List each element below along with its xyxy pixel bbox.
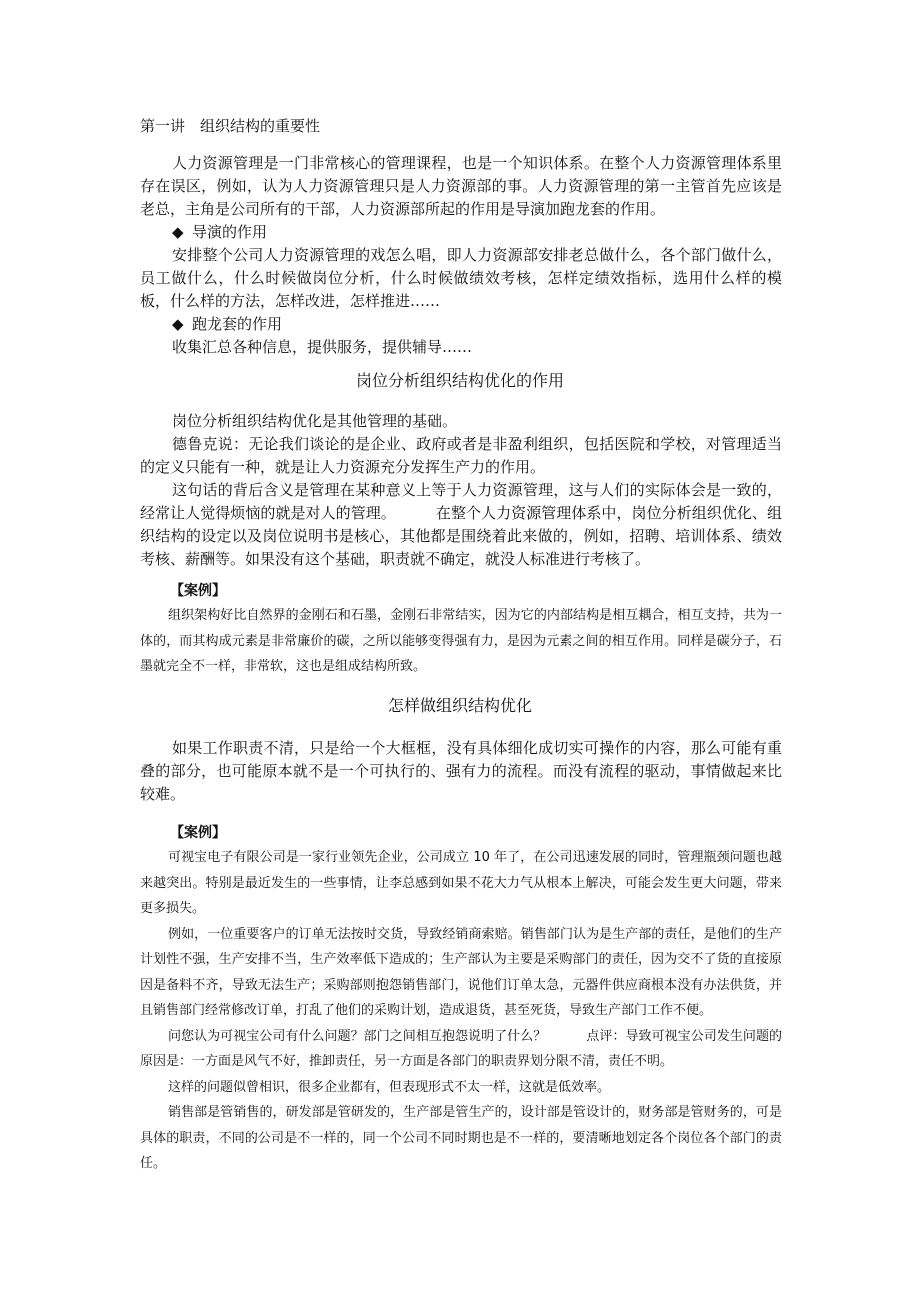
- diamond-bullet-icon: ◆: [172, 223, 184, 241]
- section-paragraph: 德鲁克说：无论我们谈论的是企业、政府或者是非盈利组织，包括医院和学校，对管理适当的定义只能有一种，就是让人力资源充分发挥生产力的作用。: [140, 435, 782, 476]
- case-paragraph: [140, 1024, 782, 1075]
- intro-section: [140, 152, 782, 359]
- section-paragraph: 岗位分析组织结构优化是其他管理的基础。: [172, 412, 458, 430]
- diamond-bullet-icon: ◆: [172, 315, 184, 333]
- paragraph-part: 在整个人力资源管理体系中，岗位分析组织优化、组织结构的设定以及岗位说明书是核心，其他都是围绕着此来做的，例如，招聘、培训体系、绩效考核、薪酬等。如果没有这个基础，职责就不确定，就没人标准进行考核了。: [140, 504, 782, 568]
- lecture-title: 第一讲 组织结构的重要性: [140, 117, 321, 135]
- bullet-item-director: [140, 221, 782, 244]
- bullet-paragraph: 安排整个公司人力资源管理的戏怎么唱，即人力资源部安排老总做什么，各个部门做什么，员工做什么，什么时候做岗位分析，什么时候做绩效考核，怎样定绩效指标，选用什么样的模板，什么样的方法，怎样改进，怎样推进……: [140, 246, 782, 310]
- bullet-label: 跑龙套的作用: [192, 315, 283, 333]
- paragraph-part: 问您认为可视宝公司有什么问题？部门之间相互抱怨说明了什么？: [168, 1028, 547, 1044]
- section2-body: [140, 737, 782, 806]
- bullet-paragraph: 收集汇总各种信息，提供服务，提供辅导……: [172, 338, 473, 356]
- paragraph-part: 点评：导致可视宝公司发生问题的原因是：一方面是风气不好，推卸责任，另一方面是各部门的职责界划分限不清，责任不明。: [140, 1028, 782, 1069]
- bullet-item-support: [140, 313, 782, 336]
- case-section: [140, 603, 782, 680]
- case-paragraph: 销售部是管销售的，研发部是管研发的，生产部是管生产的，设计部是管设计的，财务部是管财务的，可是具体的职责，不同的公司是不一样的，同一个公司不同时期也是不一样的，要清晰地划定各个岗位各个部门的责任。: [140, 1105, 782, 1171]
- case-label: 【案例】: [170, 583, 226, 599]
- section-heading: 岗位分析组织结构优化的作用: [355, 371, 564, 390]
- section-paragraph: [140, 479, 782, 571]
- case-label: 【案例】: [170, 825, 226, 841]
- bullet-label: 导演的作用: [192, 223, 268, 241]
- case-paragraph: 组织架构好比自然界的金刚石和石墨，金刚石非常结实，因为它的内部结构是相互耦合，相互支持，共为一体的，而其构成元素是非常廉价的碳，之所以能够变得强有力，是因为元素之间的相互作用。同样是碳分子，石墨就完全不一样，非常软，这也是组成结构所致。: [140, 608, 782, 674]
- paragraph-part: 这句话的背后含义是管理在某种意义上等于人力资源管理，这与人们的实际体会是一致的，经常让人觉得烦恼的就是对人的管理。: [140, 481, 782, 522]
- case-paragraph: 例如，一位重要客户的订单无法按时交货，导致经销商索赔。销售部门认为是生产部的责任，是他们的生产计划性不强，生产安排不当，生产效率低下造成的；生产部认为主要是采购部门的责任，因为交不了货的直接原因是备料不齐，导致无法生产；采购部则抱怨销售部门，说他们订单太急，元器件供应商根本没有办法供货，并且销售部门经常修改订单，打乱了他们的采购计划，造成退货，甚至死货，导致生产部门工作不便。: [140, 926, 782, 1018]
- section-heading: 怎样做组织结构优化: [387, 696, 532, 715]
- section-paragraph: 如果工作职责不清，只是给一个大框框，没有具体细化成切实可操作的内容，那么可能有重叠的部分，也可能原本就不是一个可执行的、强有力的流程。而没有流程的驱动，事情做起来比较难。: [140, 739, 782, 803]
- case-section: [140, 845, 782, 1177]
- case-paragraph: 可视宝电子有限公司是一家行业领先企业，公司成立 10 年了，在公司迅速发展的同时，管理瓶颈问题也越来越突出。特别是最近发生的一些事情，让李总感到如果不花大力气从根本上解决，可能会发生更大问题，带来更多损失。: [140, 850, 782, 916]
- case-paragraph: 这样的问题似曾相识，很多企业都有，但表现形式不太一样，这就是低效率。: [168, 1079, 611, 1095]
- section1-body: [140, 410, 782, 571]
- intro-paragraph: 人力资源管理是一门非常核心的管理课程，也是一个知识体系。在整个人力资源管理体系里存在误区，例如，认为人力资源管理只是人力资源部的事。人力资源管理的第一主管首先应该是老总，主角是公司所有的干部，人力资源部所起的作用是导演加跑龙套的作用。: [140, 154, 782, 218]
